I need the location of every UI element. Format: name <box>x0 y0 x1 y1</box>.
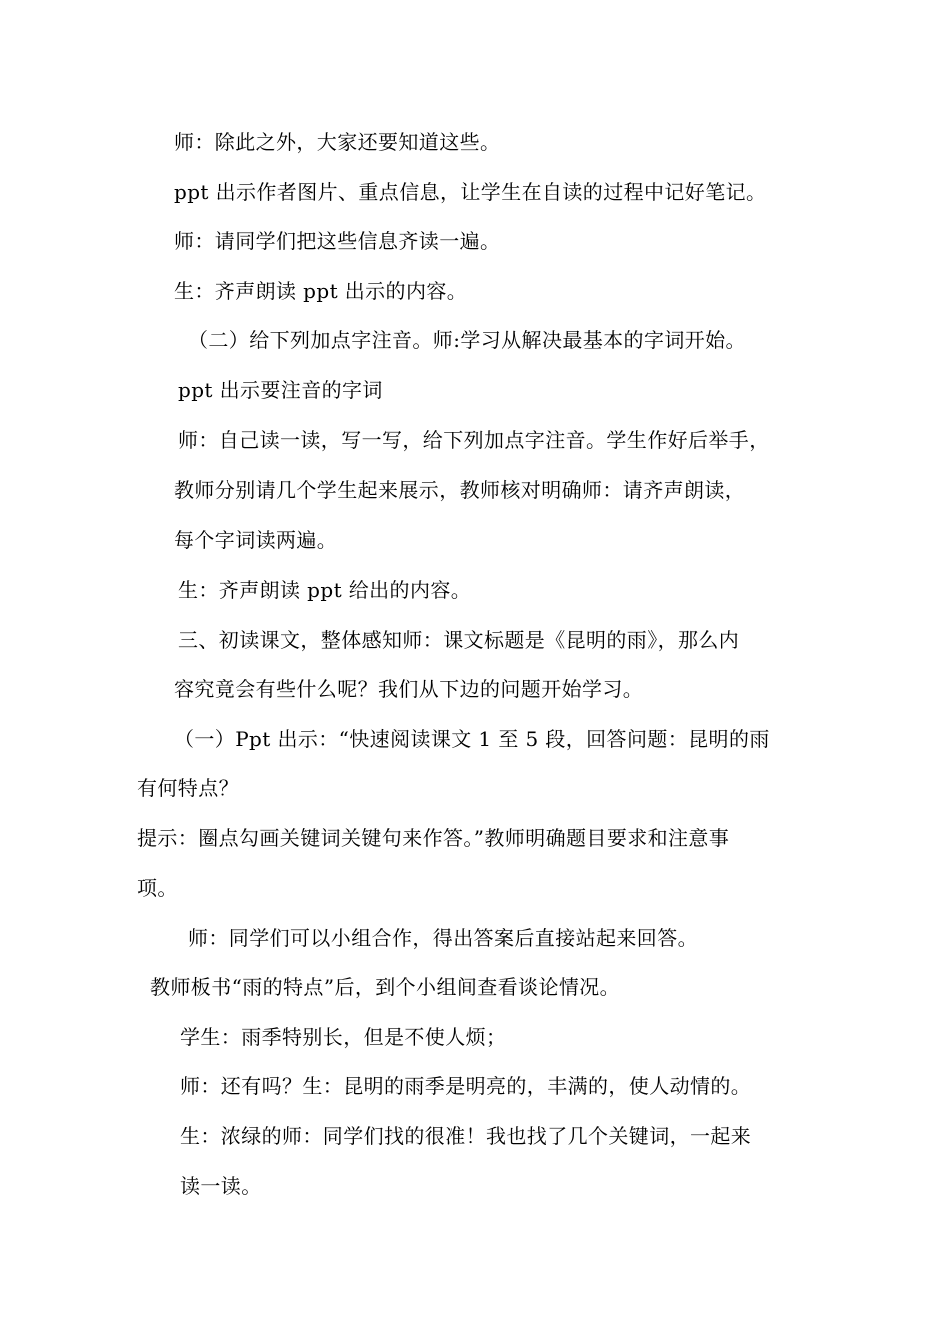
text-line: ppt 出示作者图片、重点信息，让学生在自读的过程中记好笔记。 <box>174 180 767 204</box>
text-line: 有何特点？ <box>137 776 239 800</box>
text-line: 三、初读课文，整体感知师：课文标题是《昆明的雨》，那么内 <box>178 628 740 652</box>
text-line: 师：自己读一读，写一写，给下列加点字注音。学生作好后举手， <box>178 428 770 452</box>
text-line: （一）Ppt 出示：“快速阅读课文 1 至 5 段，回答问题：昆明的雨 <box>174 727 770 751</box>
text-line: 师：除此之外，大家还要知道这些。 <box>174 130 501 154</box>
text-line: 师：请同学们把这些信息齐读一遍。 <box>174 229 501 253</box>
text-line: 师：还有吗？生：昆明的雨季是明亮的，丰满的，使人动情的。 <box>180 1074 752 1098</box>
text-line: 学生：雨季特别长，但是不使人烦； <box>180 1025 507 1049</box>
text-line: 教师分别请几个学生起来展示，教师核对明确师：请齐声朗读， <box>174 478 746 502</box>
text-line: 容究竟会有些什么呢？我们从下边的问题开始学习。 <box>174 677 644 701</box>
text-line: 师：同学们可以小组合作，得出答案后直接站起来回答。 <box>188 926 698 950</box>
text-line: 生：浓绿的师：同学们找的很准！我也找了几个关键词，一起来 <box>180 1124 752 1148</box>
text-line: 生：齐声朗读 ppt 给出的内容。 <box>178 578 472 602</box>
text-line: 教师板书“雨的特点”后，到个小组间查看谈论情况。 <box>150 975 621 999</box>
text-line: 生：齐声朗读 ppt 出示的内容。 <box>174 279 468 303</box>
text-line: （二）给下列加点字注音。师:学习从解决最基本的字词开始。 <box>188 328 746 352</box>
text-line: 读一读。 <box>180 1174 262 1198</box>
text-line: 每个字词读两遍。 <box>174 528 338 552</box>
text-line: 项。 <box>137 876 178 900</box>
text-line: 提示：圈点勾画关键词关键句来作答。”教师明确题目要求和注意事 <box>137 826 730 850</box>
text-line: ppt 出示要注音的字词 <box>178 378 383 402</box>
